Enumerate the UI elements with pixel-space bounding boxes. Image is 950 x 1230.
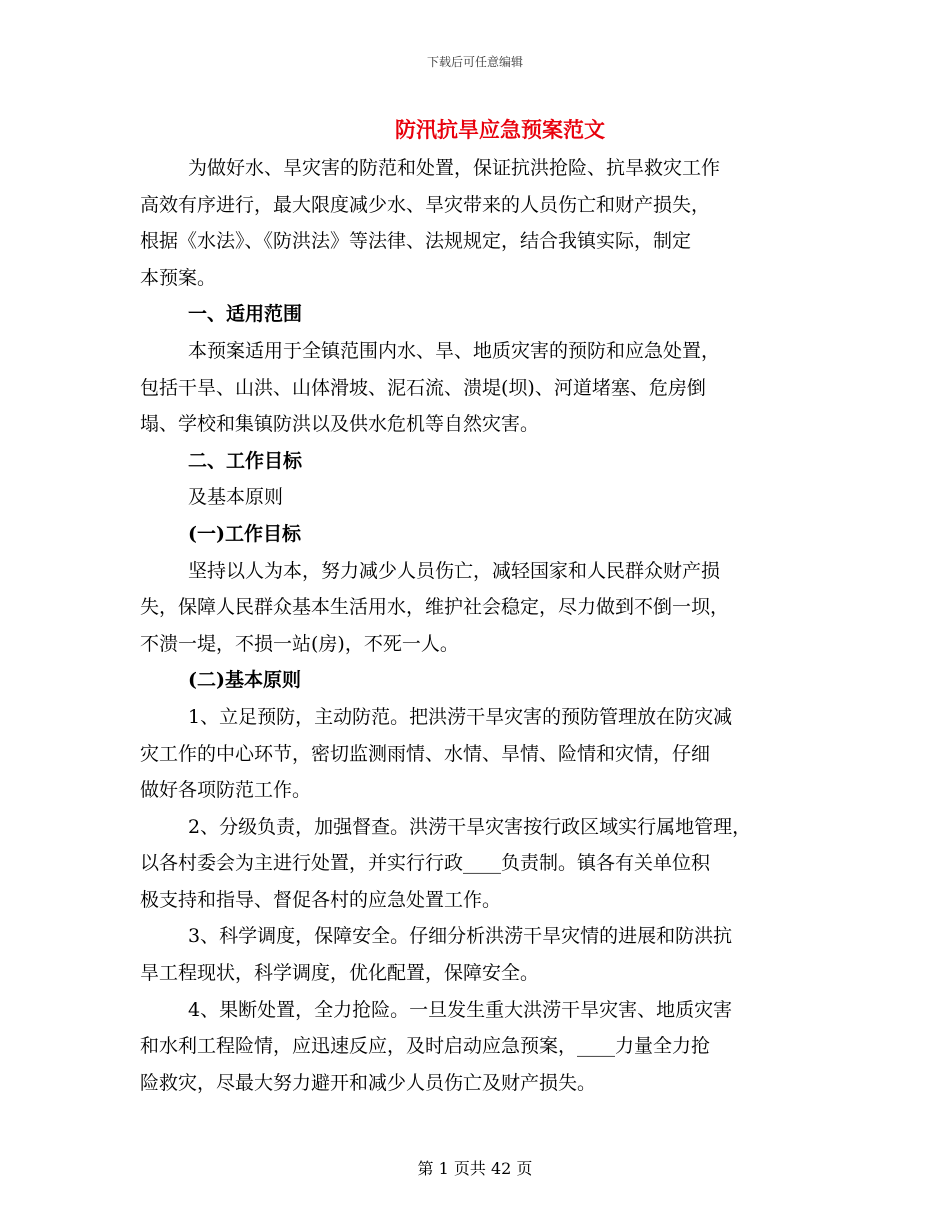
intro-paragraph bbox=[140, 150, 820, 296]
principle-paragraph-2 bbox=[140, 809, 820, 919]
principle-line: 和水利工程险情，应迅速反应，及时启动应急预案，____力量全力抢 bbox=[140, 1035, 711, 1058]
principle-line: 旱工程现状，科学调度，优化配置，保障安全。 bbox=[140, 962, 540, 985]
goals-line: 不溃一堤，不损一站(房)，不死一人。 bbox=[140, 632, 459, 655]
principle-line: 1、立足预防，主动防范。把洪涝干旱灾害的预防管理放在防灾减 bbox=[188, 705, 733, 728]
page-header-note: 下载后可任意编辑 bbox=[426, 55, 523, 69]
scope-line: 包括干旱、山洪、山体滑坡、泥石流、溃堤(坝)、河道堵塞、危房倒 bbox=[140, 376, 706, 399]
goals-line: 失，保障人民群众基本生活用水，维护社会稳定，尽力做到不倒一坝， bbox=[140, 596, 730, 619]
principle-line: 3、科学调度，保障安全。仔细分析洪涝干旱灾情的进展和防洪抗 bbox=[188, 925, 733, 948]
principle-line: 险救灾，尽最大努力避开和减少人员伤亡及财产损失。 bbox=[140, 1071, 597, 1094]
intro-line: 根据《水法》、《防洪法》等法律、法规规定，结合我镇实际，制定 bbox=[140, 230, 692, 253]
principle-paragraph-4 bbox=[140, 992, 820, 1102]
principle-line: 4、果断处置，全力抢险。一旦发生重大洪涝干旱灾害、地质灾害 bbox=[188, 998, 733, 1021]
goals-line: 坚持以人为本，努力减少人员伤亡，减轻国家和人民群众财产损 bbox=[188, 559, 721, 582]
section-heading-continuation: 及基本原则 bbox=[188, 486, 284, 509]
principle-paragraph-1 bbox=[140, 699, 820, 809]
page-number: 第 1 页共 42 页 bbox=[417, 1159, 533, 1178]
section-heading-scope: 一、适用范围 bbox=[188, 303, 303, 326]
document-title: 防汛抗旱应急预案范文 bbox=[395, 117, 605, 142]
subsection-heading-goals: (一)工作目标 bbox=[188, 522, 301, 545]
subsection-heading-principles: (二)基本原则 bbox=[188, 669, 301, 692]
principle-line: 2、分级负责，加强督查。洪涝干旱灾害按行政区域实行属地管理， bbox=[188, 815, 752, 838]
scope-line: 塌、学校和集镇防洪以及供水危机等自然灾害。 bbox=[140, 413, 540, 436]
intro-line: 高效有序进行，最大限度减少水、旱灾带来的人员伤亡和财产损失， bbox=[140, 193, 711, 216]
goals-paragraph bbox=[140, 553, 820, 663]
scope-paragraph bbox=[140, 333, 820, 443]
principle-line: 以各村委会为主进行处置，并实行行政____负责制。镇各有关单位积 bbox=[140, 852, 711, 875]
principle-paragraph-3 bbox=[140, 918, 820, 991]
document-body bbox=[140, 150, 820, 1101]
scope-line: 本预案适用于全镇范围内水、旱、地质灾害的预防和应急处置， bbox=[188, 339, 721, 362]
principle-line: 灾工作的中心环节，密切监测雨情、水情、旱情、险情和灾情，仔细 bbox=[140, 742, 711, 765]
section-heading-goals: 二、工作目标 bbox=[188, 449, 303, 472]
intro-line: 本预案。 bbox=[140, 266, 217, 289]
principle-line: 极支持和指导、督促各村的应急处置工作。 bbox=[140, 888, 502, 911]
principle-line: 做好各项防范工作。 bbox=[140, 779, 312, 802]
intro-line: 为做好水、旱灾害的防范和处置，保证抗洪抢险、抗旱救灾工作 bbox=[188, 157, 721, 179]
